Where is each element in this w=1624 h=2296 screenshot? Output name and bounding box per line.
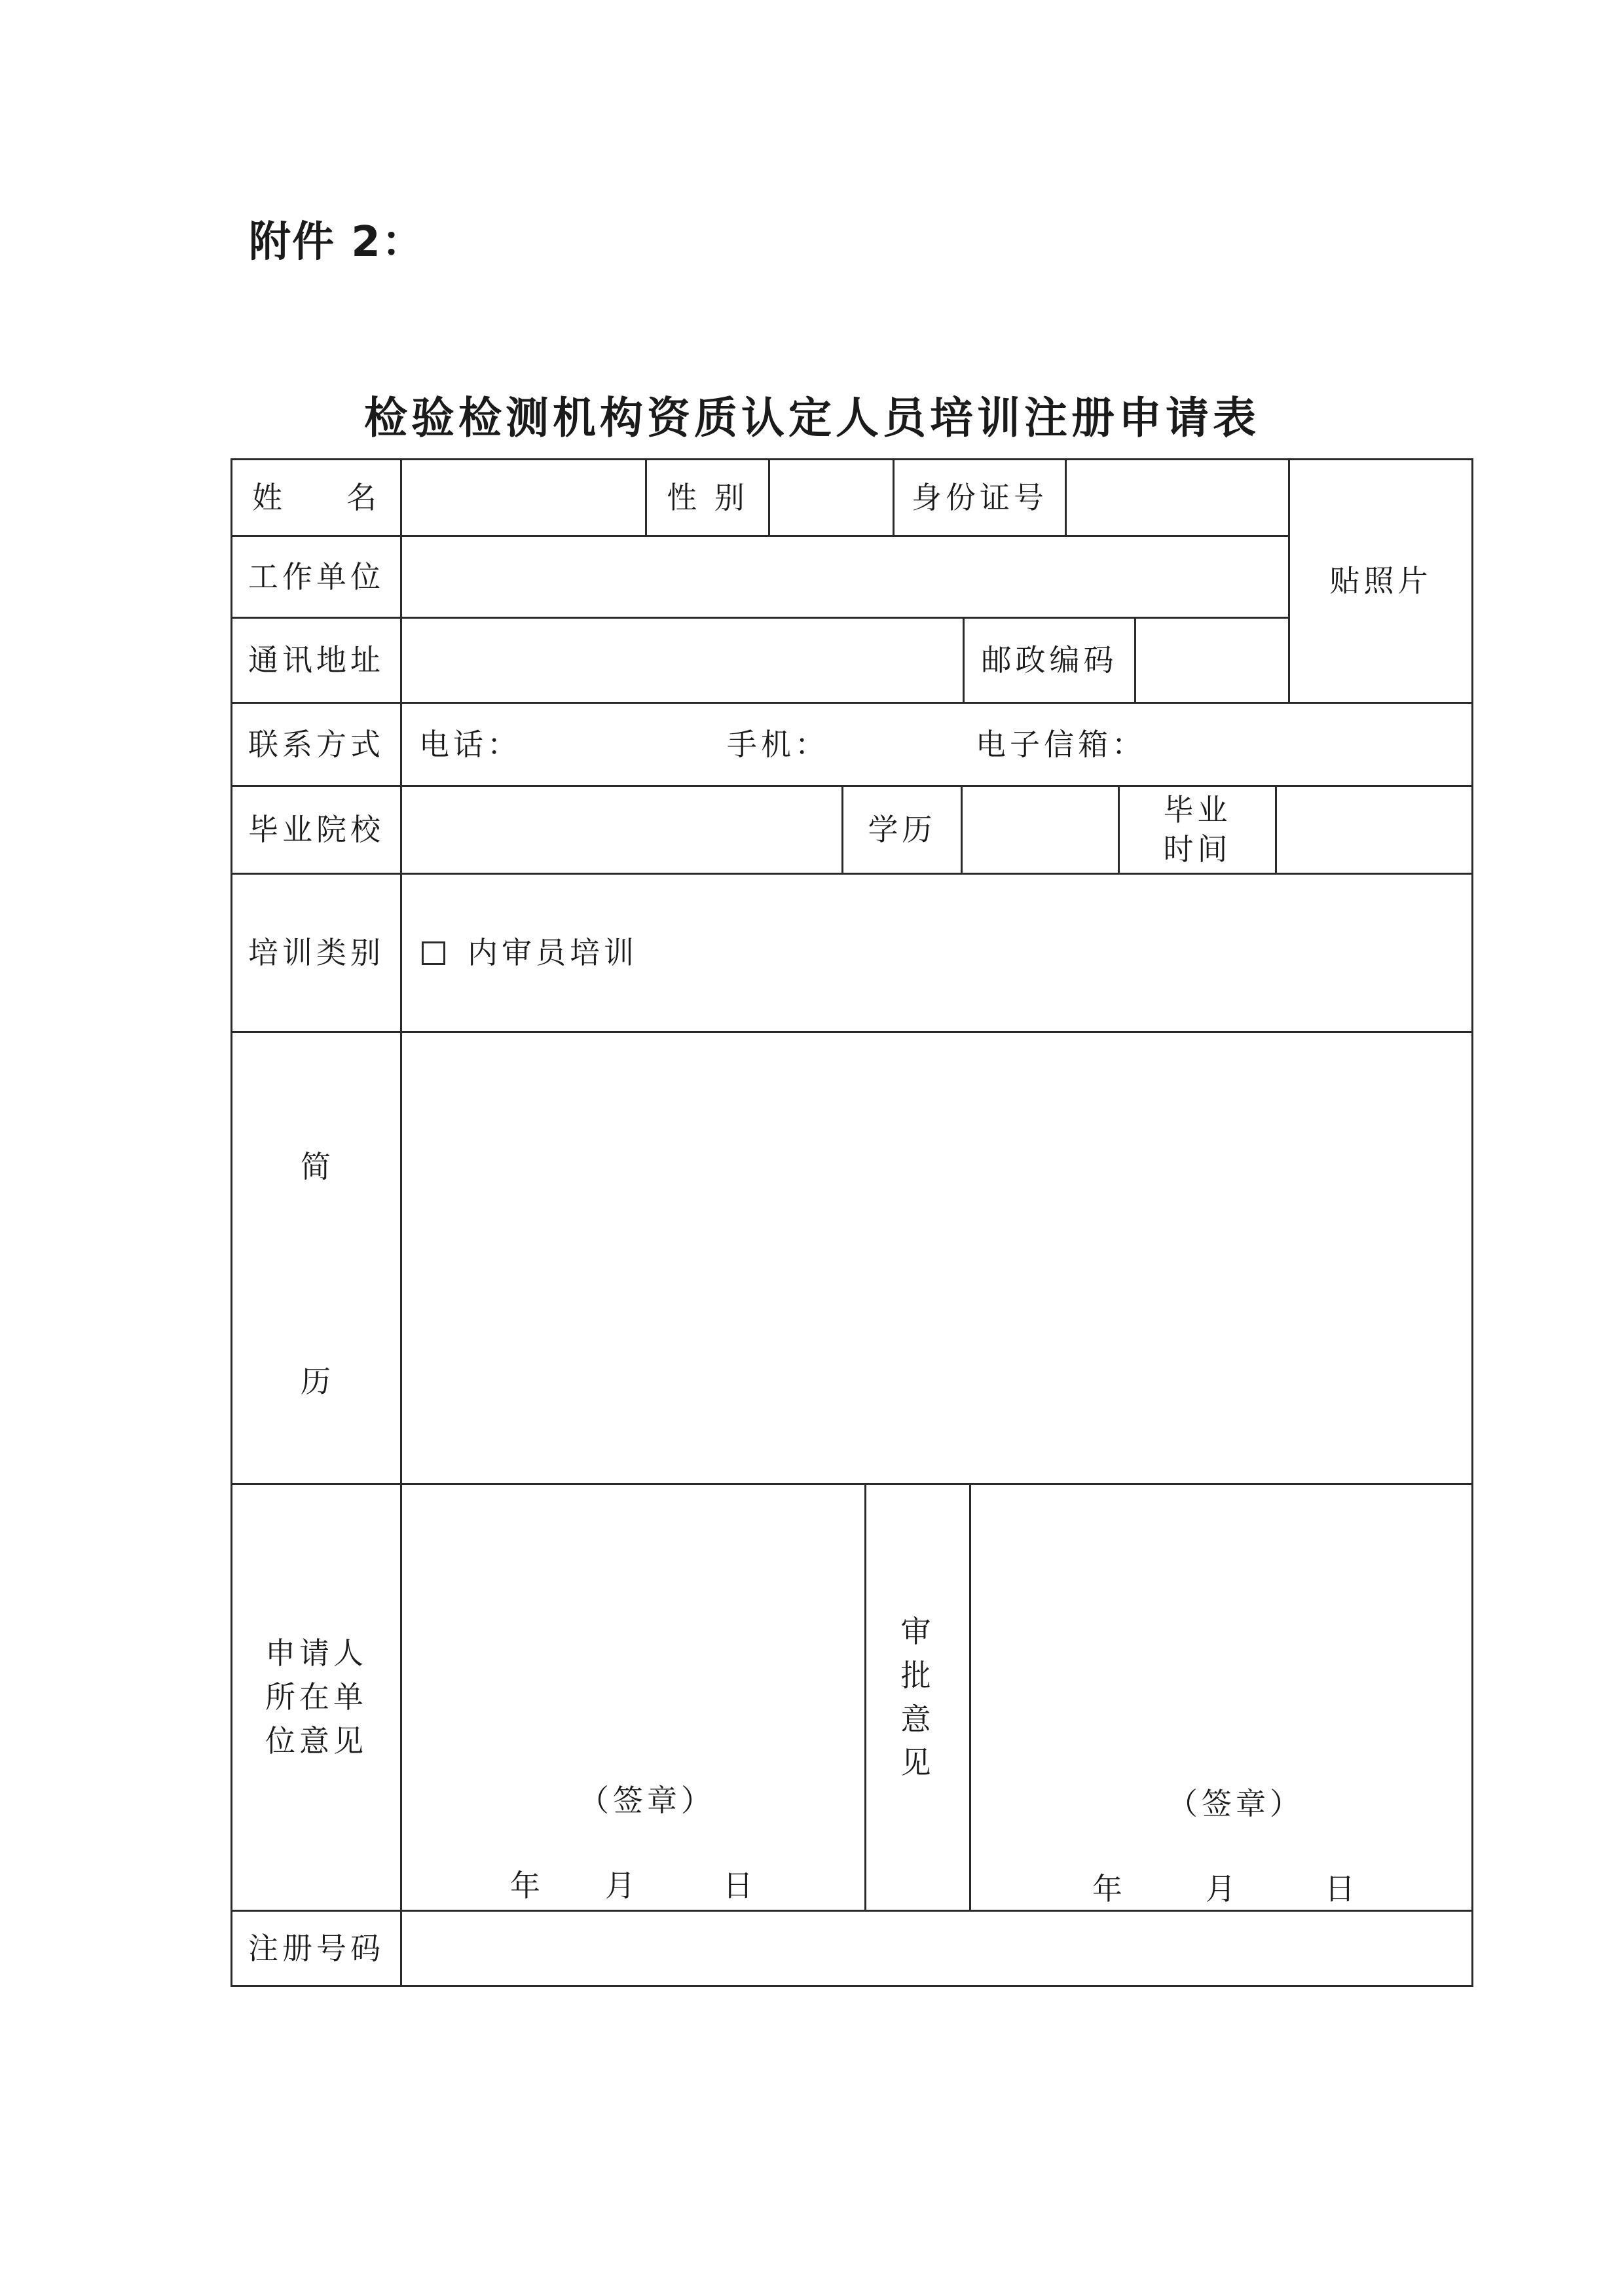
approval-year-label: 年 [1092, 1871, 1126, 1906]
photo-box[interactable]: 贴照片 [1288, 458, 1473, 704]
postcode-label: 邮政编码 [963, 617, 1136, 704]
unit-opinion-label: 申请人 所在单 位意见 [231, 1483, 402, 1912]
address-label: 通讯地址 [231, 617, 402, 704]
resume-label: 简 历 [231, 1031, 402, 1485]
employer-label: 工作单位 [231, 535, 402, 619]
id-number-field[interactable] [1065, 458, 1290, 537]
unit-seal-label: （签章） [579, 1783, 715, 1818]
graduation-time-label: 毕业 时间 [1118, 785, 1277, 875]
email-label: 电子信箱： [976, 726, 1146, 762]
name-field[interactable] [400, 458, 647, 537]
unit-opinion-field[interactable] [400, 1483, 866, 1912]
postcode-field[interactable] [1134, 617, 1290, 704]
mobile-label: 手机： [727, 726, 829, 762]
id-number-label: 身份证号 [893, 458, 1067, 537]
internal-auditor-checkbox[interactable] [422, 941, 445, 965]
contact-label: 联系方式 [231, 702, 402, 787]
address-field[interactable] [400, 617, 965, 704]
employer-field[interactable] [400, 535, 1290, 619]
contact-field[interactable] [400, 702, 1473, 787]
gender-field[interactable] [768, 458, 895, 537]
unit-day-label: 日 [723, 1868, 757, 1903]
approval-opinion-field[interactable] [969, 1483, 1473, 1912]
phone-label: 电话： [419, 726, 521, 762]
approval-month-label: 月 [1206, 1871, 1240, 1906]
name-label: 姓 名 [231, 458, 402, 537]
degree-label: 学历 [841, 785, 963, 875]
degree-field[interactable] [961, 785, 1120, 875]
training-type-field [400, 873, 1473, 1033]
resume-field[interactable] [400, 1031, 1473, 1485]
approval-opinion-label: 审 批 意 见 [864, 1483, 971, 1912]
approval-day-label: 日 [1325, 1871, 1359, 1906]
training-option-label: 内审员培训 [468, 935, 638, 971]
school-field[interactable] [400, 785, 843, 875]
form-title: 检验检测机构资质认定人员培训注册申请表 [364, 392, 1260, 443]
unit-year-label: 年 [510, 1868, 544, 1903]
school-label: 毕业院校 [231, 785, 402, 875]
gender-label: 性 别 [645, 458, 770, 537]
attachment-label: 附件 2： [249, 218, 425, 266]
training-type-label: 培训类别 [231, 873, 402, 1033]
unit-month-label: 月 [605, 1868, 639, 1903]
graduation-time-field[interactable] [1275, 785, 1473, 875]
approval-seal-label: （签章） [1168, 1786, 1304, 1821]
registration-number-field[interactable] [400, 1910, 1473, 1987]
registration-number-label: 注册号码 [231, 1910, 402, 1987]
